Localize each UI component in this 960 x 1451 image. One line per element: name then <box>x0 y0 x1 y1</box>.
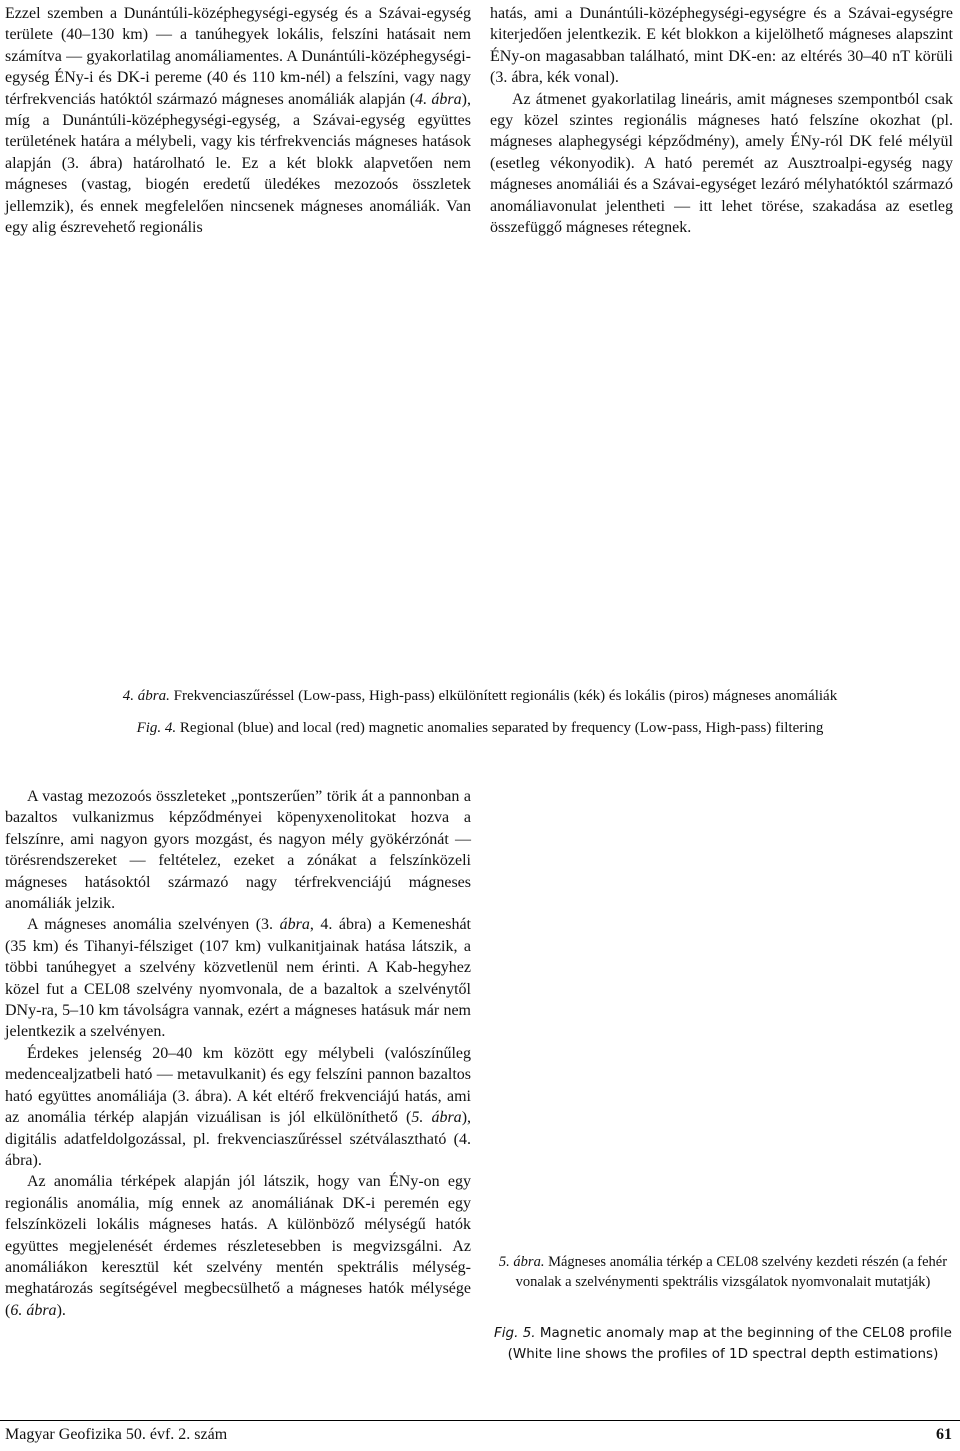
text-run: Ezzel szemben a Dunántúli-középhegységi-egység és a Szávai-egység területe (40–130 km) — a tanúhegyek lokális, felszíni hatásait nem számítva — gyakorlatilag anomáliamentes. A Dunántúli-középhegységi-egység ÉNy-i és DK-i pereme (40 és 110 km-nél) a felszíni, vagy nagy térfrekvenciás hatóktól származó mágneses anomáliák alapján ( <box>5 5 471 108</box>
paragraph: A vastag mezozoós összleteket „pontszerűen” törik át a pannonban a bazaltos vulkanizmus képződményei köpenyxenolitokat hozva a felszínre, ami nagyon gyors mozgást, és nagyon mély gyökérzónát — törésrendszereket — feltételez, ezeket a zónákat a felszínközeli mágneses hatásoktól származó nagy térfrekvenciájú mágneses anomáliák jelzik. <box>5 788 471 913</box>
paragraph <box>5 3 471 238</box>
text-run: Érdekes jelenség 20–40 km között egy mélybeli (valószínűleg medencealjzatbeli ható — metavulkanit) és egy felszíni pannon bazaltos ható együttes anomáliája (3. ábra). A két eltérő frekvenciájú hatás, ami az anomália térkép alapján vizuálisan is jól elkülöníthető ( <box>5 1044 471 1127</box>
caption-label: Fig. 5. <box>494 1325 536 1341</box>
text-column-top-left <box>5 3 471 238</box>
caption-text: Mágneses anomália térkép a CEL08 szelvény kezdeti részén (a fehér vonalak a szelvénymenti spektrális vizsgálatok nyomvonalait mutatják) <box>515 1254 948 1290</box>
figure-4-caption-hu <box>0 686 960 706</box>
caption-text: Regional (blue) and local (red) magnetic anomalies separated by frequency (Low-pass, High-pass) filtering <box>176 720 824 736</box>
footer-divider <box>0 1420 960 1421</box>
text-run: ), míg a Dunántúli-középhegységi-egység, a Szávai-egység együttes területének határa a mélybeli, vagy kis térfrekvenciás mágneses hatások alapján (3. ábra) határolható le. Ez a két blokk alapvetően nem mágneses (vastag, biogén eredetű üledékes mezozoós összletek jellemzik), és ennek megfelelően nincsenek mágneses anomáliák. Van egy alig észrevehető regionális <box>5 90 471 237</box>
text-run: ), digitális adatfeldolgozással, pl. frekvenciaszűréssel szétválasztható (4. ábra). <box>5 1109 472 1169</box>
caption-label: 4. ábra. <box>122 688 170 704</box>
paragraph: Az átmenet gyakorlatilag lineáris, amit mágneses szempontból csak egy közel szintes regionális mágneses ható felszíne okozhat (pl. mágneses alaphegységi képződmény), amely ÉNy-ról DK felé mélyül (esetleg vékonyodik). A ható peremét az Ausztroalpi-egység nagy mágneses anomáliái és a Szávai-egységet lezáró mélyhatóktól származó anomáliavonulat jelentheti — itt lehet törése, szakadása az esetleg összefüggő mágneses rétegnek. <box>490 90 953 237</box>
caption-label: Fig. 4. <box>136 720 177 736</box>
paragraph <box>5 1171 471 1321</box>
caption-label: 5. ábra. <box>498 1254 545 1270</box>
caption-text: Magnetic anomaly map at the beginning of the CEL08 profile (White line shows the profiles of 1D spectral depth estimations) <box>507 1325 952 1362</box>
footer-page-number: 61 <box>936 1426 952 1443</box>
text-run: A mágneses anomália szelvényen (3. <box>27 916 280 934</box>
text-run: , 4. ábra) a Kemeneshát (35 km) és Tihanyi-félsziget (107 km) vulkanitjainak hatása látszik, a többi tanúhegyet a szelvény közvetlenül nem érinti. A Kab-hegyhez közel fut a CEL08 szelvény nyomvonala, de a bazaltok a szelvénytől DNy-ra, 5–10 km távolságra vannak, ezért a mágneses hatásuk már nem jelentkezik a szelvényen. <box>5 916 471 1041</box>
figure-ref: 4. ábra <box>415 90 462 108</box>
figure-ref: 6. ábra <box>10 1301 57 1319</box>
text-run: Az anomália térképek alapján jól látszik, hogy van ÉNy-on egy regionális anomália, míg ennek az anomáliának DK-i peremén egy felszínközeli lokális mágneses hatás. A különböző mélységű hatók együttes megjelenését érdemes részletesebben is megvizsgálni. Az anomáliákon keresztül két szelvény mentén spektrális mélység-meghatározás segítségével megbecsülhető a mágneses hatók mélysége ( <box>5 1173 471 1319</box>
footer-journal-name: Magyar Geofizika 50. évf. 2. szám <box>5 1426 228 1443</box>
figure-4-caption-en <box>0 718 960 738</box>
figure-5-caption-hu <box>490 1252 956 1292</box>
paragraph: hatás, ami a Dunántúli-középhegységi-egységre és a Szávai-egységre kiterjedően jelentkezik. E két blokkon a kijelölhető mágneses alapszint ÉNy-on magasabban található, mint DK-en: az eltérés 30–40 nT körüli (3. ábra, kék vonal). <box>490 5 953 87</box>
text-column-bottom-left <box>5 786 471 1321</box>
paragraph <box>5 1043 471 1171</box>
caption-text: Frekvenciaszűréssel (Low-pass, High-pass) elkülönített regionális (kék) és lokális (piros) mágneses anomáliák <box>169 688 838 704</box>
figure-5-caption-en <box>490 1323 956 1365</box>
text-column-top-right <box>490 3 953 238</box>
figure-ref: 5. ábra <box>411 1109 462 1127</box>
text-run: ). <box>56 1301 66 1319</box>
figure-ref: ábra <box>279 916 310 934</box>
paragraph <box>5 914 471 1042</box>
